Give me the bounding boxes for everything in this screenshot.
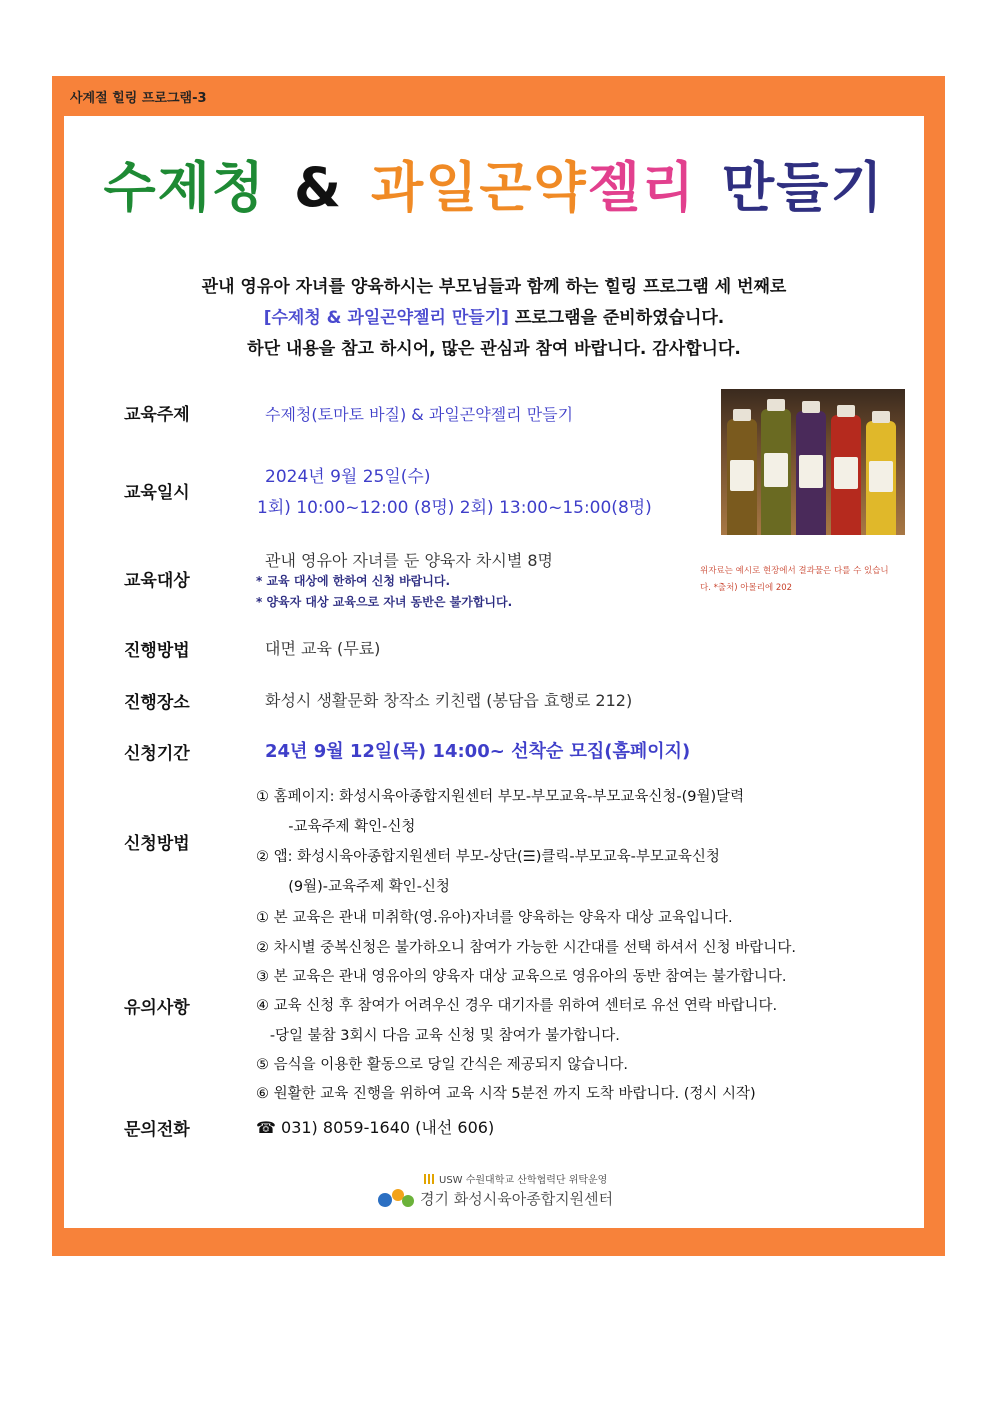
page-title	[64, 145, 924, 222]
method-value: 대면 교육 (무료)	[265, 639, 381, 658]
period-value: 24년 9월 12일(목) 14:00~ 선착순 모집(홈페이지)	[265, 741, 691, 762]
period-label: 신청기간	[124, 744, 190, 764]
intro-line-2	[64, 303, 924, 334]
intro-program-name: [수제청 & 과일곤약젤리 만들기]	[263, 308, 509, 328]
method-label: 진행방법	[124, 641, 190, 661]
title-part-gonyak: 과일곤약	[371, 156, 588, 219]
target-note-2: * 양육자 대상 교육으로 자녀 동반은 불가합니다.	[256, 595, 513, 609]
notice-line: ④ 교육 신청 후 참여가 어려우신 경우 대기자를 위하여 센터로 유선 연락 바랍니다.	[256, 998, 778, 1014]
schedule-date: 2024년 9월 25일(수)	[265, 467, 431, 487]
schedule-times: 1회) 10:00~12:00 (8명) 2회) 13:00~15:00(8명)	[257, 498, 652, 518]
topic-label: 교육주제	[124, 405, 190, 425]
series-label: 사계절 힐링 프로그램-3	[70, 91, 207, 106]
contact-label: 문의전화	[124, 1120, 190, 1140]
photo-caption-line: 위자료는 예시로 현장에서 결과물은 다를 수 있습니	[700, 566, 889, 576]
target-value: 관내 영유아 자녀를 둔 양육자 차시별 8명	[265, 551, 553, 570]
notice-label: 유의사항	[124, 998, 190, 1018]
intro-line-1: 관내 영유아 자녀를 양육하시는 부모님들과 함께 하는 힐링 프로그램 세 번째로	[201, 277, 787, 297]
apply-line: -교육주제 확인-신청	[256, 819, 416, 835]
product-photo	[721, 389, 905, 535]
title-part-making: 만들기	[722, 156, 885, 219]
schedule-label: 교육일시	[124, 483, 190, 503]
usw-logo-icon	[424, 1174, 436, 1184]
center-logo-icon	[376, 1186, 416, 1210]
intro-line-2-rest: 프로그램을 준비하였습니다.	[508, 308, 725, 328]
bottle-image	[727, 419, 757, 535]
apply-line: ② 앱: 화성시육아종합지원센터 부모-상단(☰)클릭-부모교육-부모교육신청	[256, 849, 720, 865]
title-ampersand: &	[293, 156, 344, 219]
photo-caption	[700, 563, 922, 597]
center-name: 경기 화성시육아종합지원센터	[420, 1190, 614, 1208]
notice-line: -당일 불참 3회시 다음 교육 신청 및 참여가 불가합니다.	[256, 1028, 620, 1044]
apply-line: (9월)-교육주제 확인-신청	[256, 879, 450, 895]
notice-line: ① 본 교육은 관내 미취학(영.유아)자녀를 양육하는 양육자 대상 교육입니다.	[256, 910, 733, 926]
topic-value: 수제청(토마토 바질) & 과일곤약젤리 만들기	[265, 405, 574, 424]
contact-phone: ☎ 031) 8059-1640 (내선 606)	[256, 1118, 495, 1137]
notice-line: ⑥ 원활한 교육 진행을 위하여 교육 시작 5분전 까지 도착 바랍니다. (정시 시작)	[256, 1086, 756, 1102]
target-note-1: * 교육 대상에 한하여 신청 바랍니다.	[256, 574, 451, 588]
bottle-image	[831, 415, 861, 535]
intro-line-3: 하단 내용을 참고 하시어, 많은 관심과 참여 바랍니다. 감사합니다.	[247, 339, 741, 359]
notice-line: ⑤ 음식을 이용한 활동으로 당일 간식은 제공되지 않습니다.	[256, 1057, 629, 1073]
bottle-image	[866, 421, 896, 535]
university-credit-text: USW 수원대학교 산학협력단 위탁운영	[439, 1175, 608, 1186]
title-part-cheong: 수제청	[103, 156, 266, 219]
intro-text	[64, 272, 924, 365]
photo-caption-line: 다. *출처) 아몰리에 202	[700, 583, 793, 593]
notice-line: ③ 본 교육은 관내 영유아의 양육자 대상 교육으로 영유아의 동반 참여는 불가합니다.	[256, 969, 787, 985]
bottle-image	[761, 409, 791, 535]
university-credit	[424, 1171, 607, 1186]
title-part-jelly: 젤리	[587, 156, 697, 219]
place-label: 진행장소	[124, 693, 190, 713]
notice-line: ② 차시별 중복신청은 불가하오니 참여가 가능한 시간대를 선택 하셔서 신청 바랍니다.	[256, 940, 796, 956]
bottle-image	[796, 411, 826, 535]
place-value: 화성시 생활문화 창작소 키친랩 (봉담읍 효행로 212)	[265, 691, 633, 710]
apply-line: ① 홈페이지: 화성시육아종합지원센터 부모-부모교육-부모교육신청-(9월)달력	[256, 789, 745, 805]
target-label: 교육대상	[124, 571, 190, 591]
apply-label: 신청방법	[124, 834, 190, 854]
